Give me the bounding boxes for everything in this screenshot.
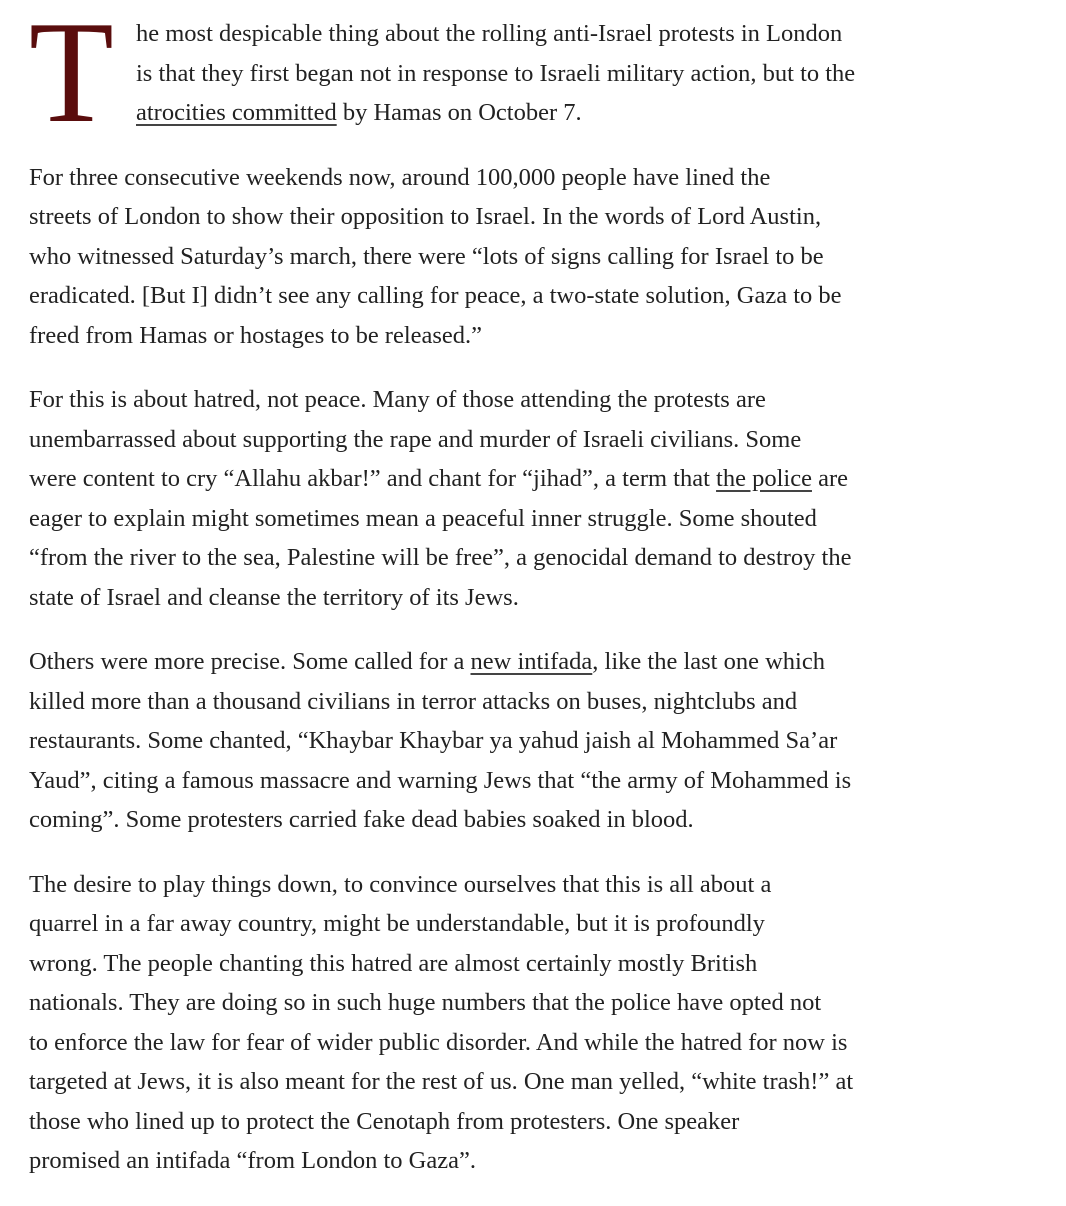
text-segment: For three consecutive weekends now, around 100,000 people have lined the xyxy=(29,163,771,191)
text-line xyxy=(29,459,1009,499)
text-line xyxy=(29,420,1009,460)
text-line xyxy=(29,944,1009,984)
drop-cap: T xyxy=(29,0,114,153)
text-segment: is that they first began not in response to Israeli military action, but to the xyxy=(136,59,856,87)
text-segment: freed from Hamas or hostages to be released.” xyxy=(29,321,483,349)
text-line xyxy=(29,1062,1009,1102)
text-segment: The desire to play things down, to convince ourselves that this is all about a xyxy=(29,870,772,898)
text-segment: state of Israel and cleanse the territory of its Jews. xyxy=(29,583,519,611)
text-segment: “from the river to the sea, Palestine will be free”, a genocidal demand to destroy the xyxy=(29,544,852,571)
text-line xyxy=(29,276,1009,316)
text-segment: eager to explain might sometimes mean a peaceful inner struggle. Some shouted xyxy=(29,504,817,532)
text-segment: Others were more precise. Some called for a xyxy=(29,648,471,675)
text-line xyxy=(29,1141,1009,1181)
text-segment: to enforce the law for fear of wider public disorder. And while the hatred for now is xyxy=(29,1028,848,1056)
text-line xyxy=(29,538,1009,578)
text-segment: streets of London to show their opposition to Israel. In the words of Lord Austin, xyxy=(29,203,822,230)
text-line xyxy=(29,642,1009,682)
text-segment: were content to cry “Allahu akbar!” and chant for “jihad”, a term that xyxy=(29,465,717,492)
paragraph xyxy=(29,158,1009,356)
paragraph xyxy=(29,380,1009,617)
text-segment: nationals. They are doing so in such huge numbers that the police have opted not xyxy=(29,989,822,1016)
text-line xyxy=(29,904,1009,944)
text-line xyxy=(29,761,1009,801)
text-line xyxy=(136,93,1009,133)
text-segment: unembarrassed about supporting the rape and murder of Israeli civilians. Some xyxy=(29,425,802,453)
text-line xyxy=(29,380,1009,420)
text-line xyxy=(29,316,1009,356)
paragraph xyxy=(29,865,1009,1181)
text-line xyxy=(136,54,1009,94)
text-line xyxy=(29,499,1009,539)
text-segment: , like the last one which xyxy=(592,648,825,675)
text-segment: targeted at Jews, it is also meant for the rest of us. One man yelled, “white trash!” at xyxy=(29,1068,854,1095)
inline-link[interactable]: atrocities committed xyxy=(136,99,337,126)
text-line xyxy=(29,983,1009,1023)
text-segment: he most despicable thing about the rolling anti-Israel protests in London xyxy=(136,20,843,47)
text-segment: killed more than a thousand civilians in terror attacks on buses, nightclubs and xyxy=(29,687,798,715)
text-segment: Yaud”, citing a famous massacre and warning Jews that “the army of Mohammed is xyxy=(29,766,852,794)
text-segment: those who lined up to protect the Cenotaph from protesters. One speaker xyxy=(29,1107,740,1135)
text-line xyxy=(29,1023,1009,1063)
text-line xyxy=(29,158,1009,198)
text-segment: For this is about hatred, not peace. Many of those attending the protests are xyxy=(29,386,766,413)
text-line xyxy=(29,682,1009,722)
paragraph xyxy=(29,642,1009,840)
text-segment: by Hamas on October 7. xyxy=(336,99,582,126)
text-segment: quarrel in a far away country, might be understandable, but it is profoundly xyxy=(29,910,765,937)
lead-paragraph xyxy=(29,0,1009,153)
text-segment: promised an intifada “from London to Gaza”. xyxy=(29,1147,476,1174)
text-segment: coming”. Some protesters carried fake dead babies soaked in blood. xyxy=(29,806,694,833)
text-line xyxy=(29,1102,1009,1142)
text-line xyxy=(29,721,1009,761)
inline-link[interactable]: new intifada xyxy=(470,648,593,675)
text-segment: restaurants. Some chanted, “Khaybar Khaybar ya yahud jaish al Mohammed Sa’ar xyxy=(29,727,838,754)
text-segment: wrong. The people chanting this hatred are almost certainly mostly British xyxy=(29,949,758,977)
text-line xyxy=(29,237,1009,277)
inline-link[interactable]: the police xyxy=(716,465,812,492)
article-body xyxy=(29,0,1009,1206)
text-segment: are xyxy=(811,465,849,492)
text-line xyxy=(136,14,1009,54)
text-line xyxy=(29,578,1009,618)
text-segment: who witnessed Saturday’s march, there were “lots of signs calling for Israel to be xyxy=(29,242,824,270)
text-segment: eradicated. [But I] didn’t see any calling for peace, a two-state solution, Gaza to be xyxy=(29,282,842,309)
text-line xyxy=(29,865,1009,905)
text-line xyxy=(29,197,1009,237)
text-line xyxy=(29,800,1009,840)
